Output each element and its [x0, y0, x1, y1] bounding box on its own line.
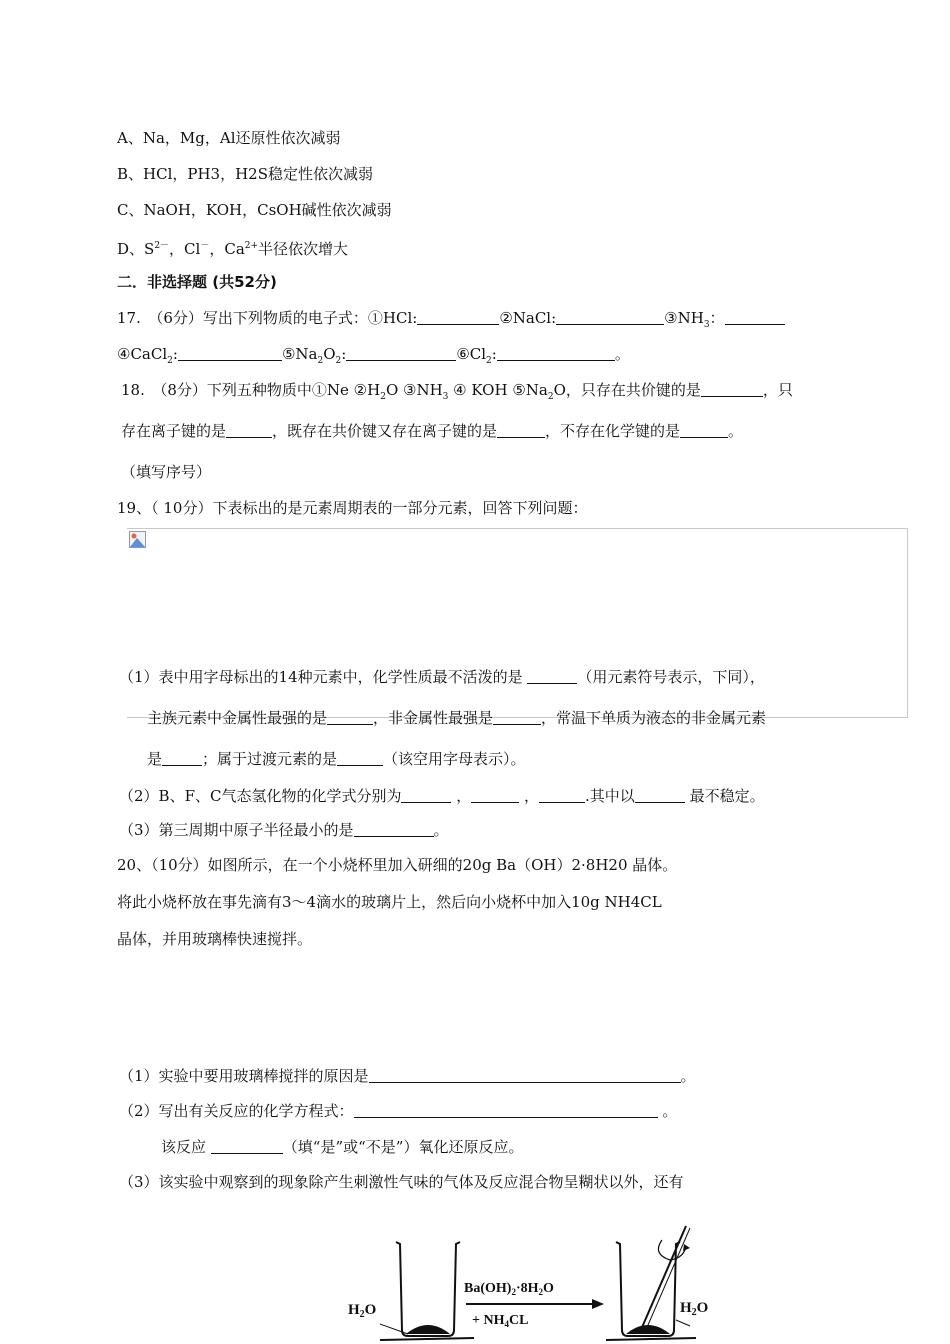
question-20-line-3: 晶体，并用玻璃棒快速搅拌。 — [117, 930, 313, 948]
question-18-hint: （填写序号） — [121, 463, 212, 481]
question-17-line-2 — [117, 344, 630, 371]
q17-text: ②NaCl: — [499, 309, 557, 327]
answer-blank[interactable] — [701, 382, 763, 397]
q19-text: （3）第三周期中原子半径最小的是 — [119, 821, 354, 839]
sulfide-charge: 2－ — [154, 241, 170, 251]
answer-blank[interactable] — [226, 423, 272, 438]
answer-blank[interactable] — [497, 346, 615, 361]
question-18-line-2 — [121, 421, 743, 441]
reaction-arrow — [466, 1299, 604, 1309]
q19-text: 最不稳定。 — [684, 787, 765, 805]
q17-text: : — [491, 345, 497, 363]
right-beaker — [606, 1226, 696, 1340]
option-d-text: D、S — [117, 240, 155, 258]
answer-blank[interactable] — [556, 310, 664, 325]
q18-text: ，只 — [762, 381, 793, 399]
answer-blank[interactable] — [178, 346, 282, 361]
answer-blank[interactable] — [493, 710, 541, 725]
question-20-part-3: （3）该实验中观察到的现象除产生刺激性气味的气体及反应混合物呈糊状以外，还有 — [119, 1173, 684, 1191]
q20-text: （1）实验中要用玻璃棒搅拌的原因是 — [119, 1067, 369, 1085]
answer-blank[interactable] — [539, 788, 585, 803]
right-water-label: $H_2O$ — [680, 1300, 709, 1318]
q17-text: : — [341, 345, 347, 363]
reagent-label: $Ba(OH)_2\cdot 8H_2O$ — [464, 1281, 554, 1297]
subscript: 2 — [486, 356, 492, 366]
q19-text: ，常温下单质为液态的非金属元素 — [541, 709, 767, 727]
question-20-line-1: 20、（10分）如图所示，在一个小烧杯里加入研细的20g Ba（OH）2·8H20 晶体。 — [117, 856, 678, 874]
option-d — [117, 236, 348, 259]
q20-text: 。 — [657, 1102, 678, 1120]
q17-text: ③NH — [664, 309, 704, 327]
subscript: 2 — [547, 392, 554, 402]
q18-text: ④ KOH ⑤Na — [448, 381, 548, 399]
option-b: B、HCl，PH3，H2S稳定性依次减弱 — [117, 165, 373, 183]
answer-blank[interactable] — [471, 788, 519, 803]
answer-blank[interactable] — [527, 669, 577, 684]
question-19-part-1-line-3 — [147, 749, 526, 769]
q19-text: .其中以 — [585, 787, 635, 805]
question-19-part-1-line-2 — [147, 708, 766, 728]
answer-blank[interactable] — [725, 310, 785, 325]
q19-text: 是 — [147, 750, 163, 768]
subscript: 2 — [380, 392, 386, 402]
q17-text: 17. （6分）写出下列物质的电子式：①HCl: — [117, 309, 418, 327]
broken-image-icon — [129, 531, 146, 548]
answer-blank[interactable] — [497, 423, 545, 438]
q17-text: O — [323, 345, 336, 363]
experiment-diagram — [340, 1220, 720, 1344]
left-water-label: $H_2O$ — [348, 1302, 377, 1320]
question-20-part-1 — [119, 1066, 696, 1086]
question-20-part-2-line-2 — [161, 1137, 523, 1157]
chloride-charge: － — [200, 241, 210, 251]
answer-blank[interactable] — [680, 423, 728, 438]
q19-text: （1）表中用字母标出的14种元素中，化学性质最不活泼的是 — [119, 668, 528, 686]
answer-blank[interactable] — [354, 822, 434, 837]
answer-blank[interactable] — [162, 751, 202, 766]
subscript: 3 — [703, 320, 710, 330]
answer-blank[interactable] — [327, 710, 373, 725]
q19-text: 主族元素中金属性最强的是 — [147, 709, 328, 727]
option-d-text: 半径依次增大 — [258, 240, 349, 258]
option-d-text: ，Ca — [209, 240, 245, 258]
answer-blank[interactable] — [635, 788, 685, 803]
answer-blank[interactable] — [401, 788, 451, 803]
q19-text: ， — [519, 787, 540, 805]
q19-text: （用元素符号表示，下同）， — [577, 668, 765, 686]
q19-text: ；属于过渡元素的是 — [202, 750, 338, 768]
q17-text: : — [172, 345, 178, 363]
question-18-line-1 — [121, 380, 793, 407]
question-19-part-1 — [119, 667, 765, 687]
question-20-part-2 — [119, 1101, 677, 1121]
answer-blank[interactable] — [354, 1103, 658, 1118]
q20-text: （填“是”或“不是”）氧化还原反应。 — [282, 1138, 524, 1156]
q20-text: （2）写出有关反应的化学方程式： — [119, 1102, 354, 1120]
q18-text: ，不存在化学键的是 — [545, 422, 681, 440]
q18-text: O ③NH — [385, 381, 443, 399]
q17-text: ⑥Cl — [456, 345, 487, 363]
left-beaker — [380, 1242, 474, 1340]
q18-text: 存在离子键的是 — [121, 422, 227, 440]
question-20-line-2: 将此小烧杯放在事先滴有3～4滴水的玻璃片上，然后向小烧杯中加入10g NH4CL — [117, 893, 662, 911]
q20-text: 该反应 — [161, 1138, 211, 1156]
q18-text: 。 — [728, 422, 744, 440]
q17-text: 。 — [614, 345, 630, 363]
q18-text: O，只存在共价键的是 — [553, 381, 701, 399]
subscript: 2 — [317, 356, 324, 366]
answer-blank[interactable] — [346, 346, 456, 361]
q20-text: 。 — [680, 1067, 696, 1085]
option-d-text: ，Cl — [169, 240, 201, 258]
q17-text: ⑤Na — [281, 345, 318, 363]
periodic-table-image-frame — [127, 528, 908, 718]
answer-blank[interactable] — [211, 1139, 283, 1154]
q17-text: ④CaCl — [117, 345, 168, 363]
q18-text: 18. （8分）下列五种物质中①Ne ②H — [121, 381, 381, 399]
question-19-part-3 — [119, 820, 449, 840]
subscript: 2 — [335, 356, 342, 366]
section-heading: 二．非选择题 (共52分) — [117, 273, 277, 291]
option-a: A、Na，Mg，Al还原性依次减弱 — [117, 129, 341, 147]
subscript: 2 — [167, 356, 173, 366]
answer-blank[interactable] — [337, 751, 383, 766]
q19-text: 。 — [433, 821, 449, 839]
q18-text: ，既存在共价键又存在离子键的是 — [272, 422, 498, 440]
q19-text: ，非金属性最强是 — [373, 709, 494, 727]
subscript: 3 — [442, 392, 449, 402]
additive-label: + $NH_4CL$ — [472, 1313, 529, 1329]
q19-text: ， — [451, 787, 472, 805]
q19-text: （该空用字母表示）。 — [383, 750, 526, 768]
answer-blank[interactable] — [417, 310, 499, 325]
answer-blank[interactable] — [369, 1068, 681, 1083]
q19-text: （2）B、F、C气态氢化物的化学式分别为 — [119, 787, 402, 805]
option-c: C、NaOH，KOH，CsOH碱性依次减弱 — [117, 201, 392, 219]
question-19-intro: 19、（ 10分）下表标出的是元素周期表的一部分元素，回答下列问题： — [117, 499, 588, 517]
q17-text: ： — [709, 309, 725, 327]
question-17-line-1 — [117, 308, 785, 335]
question-19-part-2 — [119, 786, 765, 806]
calcium-charge: 2+ — [244, 241, 259, 251]
